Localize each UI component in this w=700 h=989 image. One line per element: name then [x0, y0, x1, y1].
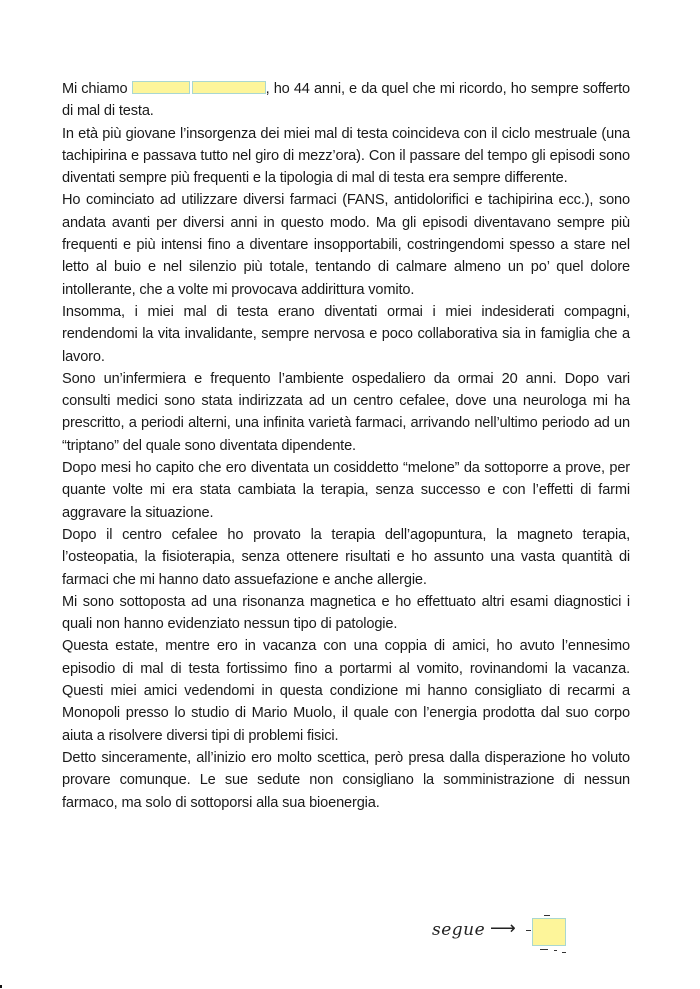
arrow-right-icon: ⟶ — [490, 918, 516, 939]
paragraph-companions: Insomma, i miei mal di testa erano diventati ormai i miei indesiderati compagni, rendendomi la vita invalidante, sempre nervosa e poco collaborativa sia in famiglia che a lavoro. — [62, 303, 630, 365]
paragraph-exams: Mi sono sottoposta ad una risonanza magnetica e ho effettuato altri esami diagnostici i quali non hanno evidenziato nessun tipo di patologie. — [62, 593, 630, 633]
handwritten-segue-text: segue — [432, 920, 486, 940]
redacted-last-name — [192, 81, 266, 94]
paragraph-vacation: Questa estate, mentre ero in vacanza con una coppia di amici, ho avuto l’ennesimo episodio di mal di testa fortissimo fino a portarmi al vomito, rovinandomi la vacanza. Questi miei amici vedendomi in questa condizione mi hanno consigliato di recarmi a Monopoli presso lo studio di Mario Muolo, il quale con l’energia prodotta dal suo corpo aiuta a risolvere diversi tipi di problemi fisici. — [62, 638, 630, 744]
paragraph-medications: Ho cominciato ad utilizzare diversi farmaci (FANS, antidolorifici e tachipirina ecc.), sono andata avanti per diversi anni in questo modo. Ma gli episodi diventavano sempre più frequenti e più intensi fino a diventare insopportabili, costringendomi spesso a stare nel letto al buio e nel silenzio più totale, tentando di calmare almeno un po’ quel dolore intollerante, che a volte mi provocava addirittura vomito. — [62, 192, 630, 298]
scribble-mark — [540, 949, 548, 950]
redacted-page-number — [532, 918, 566, 946]
letter-body — [62, 78, 630, 814]
intro-text-after: , ho 44 anni, e da quel che mi ricordo, ho sempre sofferto di mal di testa. — [62, 81, 630, 120]
scribble-mark — [554, 950, 557, 951]
redacted-first-name — [132, 81, 190, 94]
paragraph-nurse: Sono un’infermiera e frequento l’ambiente ospedaliero da ormai 20 anni. Dopo vari consulti medici sono stata indirizzata ad un centro cefalee, dove una neurologa mi ha prescritto, a periodi alterni, una infinita varietà farmaci, arrivando nell’ultimo periodo ad un “triptano” del quale sono diventata dipendente. — [62, 370, 630, 454]
paragraph-skeptic: Detto sinceramente, all’inizio ero molto scettica, però presa dalla disperazione ho voluto provare comunque. Le sue sedute non consigliano la somministrazione di nessun farmaco, ma solo di sottoporsi alla sua bioenergia. — [62, 749, 630, 811]
scribble-mark — [526, 930, 531, 931]
paragraph-intro — [62, 78, 630, 123]
paragraph-youth: In età più giovane l’insorgenza dei miei mal di testa coincideva con il ciclo mestruale (una tachipirina e passava tutto nel giro di mezz’ora). Con il passare del tempo gli episodi sono diventati sempre più frequenti e la tipologia di mal di testa era sempre differente. — [62, 125, 630, 187]
paragraph-therapies: Dopo il centro cefalee ho provato la terapia dell’agopuntura, la magneto terapia, l’osteopatia, la fisioterapia, senza ottenere risultati e ho assunto una vasta quantità di farmaci che mi hanno dato assuefazione e anche allergie. — [62, 526, 630, 588]
intro-text-before: Mi chiamo — [62, 81, 132, 97]
scribble-mark — [544, 915, 550, 916]
paragraph-melone: Dopo mesi ho capito che ero diventata un cosiddetto “melone” da sottoporre a prove, per quante volte mi era stata cambiata la terapia, senza successo e con l’effetti di farmi aggravare la situazione. — [62, 460, 630, 521]
scribble-mark — [562, 952, 566, 953]
handwritten-continue-note — [432, 912, 582, 952]
scan-artifact-mark — [0, 985, 2, 988]
